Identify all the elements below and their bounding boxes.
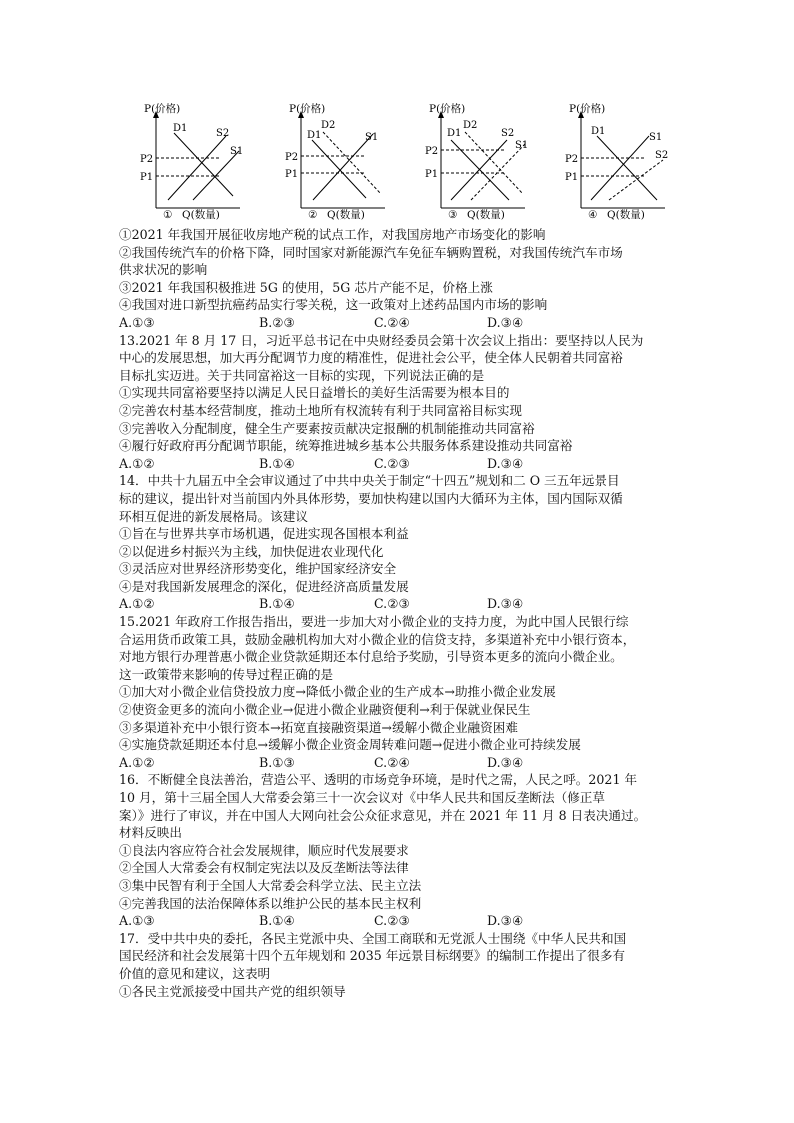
chart-2-svg [265,100,390,228]
chart-1-svg [120,100,245,228]
answer-options [119,455,679,473]
text-line: ①各民主党派接受中国共产党的组织领导 [119,983,346,999]
chart-1-number: ① [163,209,173,221]
chart-1-s2: S2 [216,128,230,139]
text-line: 价值的意见和建议，这表明 [119,965,271,981]
text-line: ④是对我国新发展理念的深化，促进经济高质量发展 [119,578,409,594]
chart-3-s2: S2 [501,128,515,139]
text-line: 合运用货币政策工具，鼓励金融机构加大对小微企业的信贷支持，多渠道补充中小银行资本， [119,631,636,647]
text-line: ②全国人大常委会有权制定宪法以及反垄断法等法律 [119,860,409,876]
answer-options [119,754,679,772]
chart-1-p1: P1 [140,172,154,183]
chart-4-p1: P1 [565,172,579,183]
answer-option: D.③④ [487,754,524,770]
answer-options [119,912,679,930]
text-line: ④履行好政府再分配调节职能，统筹推进城乡基本公共服务体系建设推动共同富裕 [119,438,573,454]
answer-options [119,314,679,332]
answer-option: C.②③ [374,913,410,929]
text-line: ③2021 年我国积极推进 5G 的使用，5G 芯片产能不足，价格上涨 [119,279,493,295]
text-line: ③集中民智有利于全国人大常委会科学立法、民主立法 [119,877,422,893]
chart-1-s1: S1 [230,146,244,157]
answer-option: A.①② [119,455,155,471]
text-line: 这一政策带来影响的传导过程正确的是 [119,666,334,682]
text-line: ④实施贷款延期还本付息→缓解小微企业资金周转难问题→促进小微企业可持续发展 [119,737,581,753]
chart-2-p-label: P(价格) [289,103,326,115]
chart-3-d2: D2 [463,120,478,131]
text-line: 供求状况的影响 [119,262,208,278]
answer-option: C.②③ [374,596,410,612]
text-line: 对地方银行办理普惠小微企业贷款延期还本付息给予奖励，引导资本更多的流向小微企业。 [119,649,623,665]
text-line: ①旨在与世界共享市场机遇，促进实现各国根本利益 [119,526,409,542]
text-line: 材料反映出 [119,825,182,841]
text-line: ①实现共同富裕要坚持以满足人民日益增长的美好生活需要为根本目的 [119,385,510,401]
chart-3 [405,100,530,228]
question-text [119,226,679,1000]
chart-4-s2: S2 [655,150,669,161]
text-line: ②我国传统汽车的价格下降，同时国家对新能源汽车免征车辆购置税，对我国传统汽车市场 [119,244,623,260]
chart-4-svg [545,100,670,228]
answer-option: A.①② [119,754,155,770]
supply-demand-charts [120,100,680,228]
text-line: ④我国对进口新型抗癌药品实行零关税，这一政策对上述药品国内市场的影响 [119,297,548,313]
chart-1 [120,100,245,228]
answer-option: D.③④ [487,596,524,612]
text-line: ②以促进乡村振兴为主线，加快促进农业现代化 [119,543,384,559]
chart-2-q-label: Q(数量) [327,209,365,221]
chart-2-d1: D1 [307,130,322,141]
chart-4-q-label: Q(数量) [607,209,645,221]
answer-option: D.③④ [487,455,524,471]
text-line: ②使资金更多的流向小微企业→促进小微企业融资便利→利于保就业保民生 [119,702,531,718]
text-line: ①2021 年我国开展征收房地产税的试点工作，对我国房地产市场变化的影响 [119,227,546,242]
answer-option: A.①② [119,596,155,612]
text-line: 16．不断健全良法善治，营造公平、透明的市场竞争环境，是时代之需，人民之呼。2021 年 [119,772,638,788]
chart-4-s1: S1 [649,132,663,143]
text-line: ③多渠道补充中小银行资本→拓宽直接融资渠道→缓解小微企业融资困难 [119,719,518,735]
chart-2-number: ② [308,209,318,221]
text-line: ③灵活应对世界经济形势变化，维护国家经济安全 [119,561,397,577]
text-line: ①加大对小微企业信贷投放力度→降低小微企业的生产成本→助推小微企业发展 [119,684,556,700]
answer-option: C.②④ [374,314,410,330]
text-line: 环相互促进的新发展格局。该建议 [119,508,308,524]
answer-option: A.①③ [119,913,155,929]
chart-3-q-label: Q(数量) [467,209,505,221]
answer-option: B.①④ [259,913,295,929]
chart-4-d1: D1 [591,126,606,137]
text-line: 国民经济和社会发展第十四个五年规划和 2035 年远景目标纲要》的编制工作提出了很多有 [119,948,626,964]
answer-option: C.②④ [374,754,410,770]
answer-option: A.①③ [119,314,155,330]
text-line: 13.2021 年 8 月 17 日，习近平总书记在中央财经委员会第十次会议上指出：要坚持以人民为 [119,332,644,348]
text-line: 中心的发展思想，加大再分配调节力度的精准性，促进社会公平，使全体人民朝着共同富裕 [119,350,623,366]
chart-4-p-label: P(价格) [569,103,606,115]
chart-3-s1: S1 [515,140,529,151]
chart-1-q-label: Q(数量) [182,209,220,221]
answer-option: D.③④ [487,314,524,330]
text-line: 10 月，第十三届全国人大常委会第三十一次会议对《中华人民共和国反垄断法（修正草 [119,790,605,805]
chart-2-s1: S1 [365,132,379,143]
text-line: 案）》进行了审议，并在中国人大网向社会公众征求意见，并在 2021 年 11 月 8 日表决通过。 [119,807,647,823]
answer-options [119,595,679,613]
chart-4-p2: P2 [565,154,579,165]
chart-1-p-label: P(价格) [144,103,181,115]
answer-option: B.①④ [259,455,295,471]
answer-option: B.①③ [259,754,295,770]
chart-3-p1: P1 [425,169,439,180]
text-line: ④完善我国的法治保障体系以维护公民的基本民主权利 [119,895,422,911]
chart-3-p-label: P(价格) [429,103,466,115]
chart-3-svg [405,100,530,228]
answer-option: B.②③ [259,314,295,330]
text-line: ②完善农村基本经营制度，推动土地所有权流转有利于共同富裕目标实现 [119,402,522,418]
chart-2 [265,100,390,228]
text-line: ③完善收入分配制度，健全生产要素按贡献决定报酬的机制能推动共同富裕 [119,420,535,436]
chart-3-d1: D1 [447,128,462,139]
answer-option: B.①④ [259,596,295,612]
text-line: 14．中共十九届五中全会审议通过了中共中央关于制定“十四五”规划和二 O 三五年远景目 [119,473,620,489]
chart-2-d2: D2 [321,120,336,131]
answer-option: D.③④ [487,913,524,929]
chart-2-p1: P1 [285,169,299,180]
chart-3-p2: P2 [425,146,439,157]
text-line: 目标扎实迈进。关于共同富裕这一目标的实现，下列说法正确的是 [119,367,485,383]
text-line: 标的建议，提出针对当前国内外具体形势，要加快构建以国内大循环为主体，国内国际双循 [119,490,623,506]
answer-option: C.②③ [374,455,410,471]
chart-1-p2: P2 [140,154,154,165]
chart-1-d1: D1 [173,123,188,134]
chart-3-number: ③ [448,209,458,221]
text-line: ①良法内容应符合社会发展规律，顺应时代发展要求 [119,842,409,858]
chart-4-number: ④ [588,209,598,221]
text-line: 17．受中共中央的委托，各民主党派中央、全国工商联和无党派人士围绕《中华人民共和国 [119,930,627,946]
chart-4 [545,100,670,228]
text-line: 15.2021 年政府工作报告指出，要进一步加大对小微企业的支持力度，为此中国人民银行综 [119,614,629,630]
chart-2-p2: P2 [285,152,299,163]
